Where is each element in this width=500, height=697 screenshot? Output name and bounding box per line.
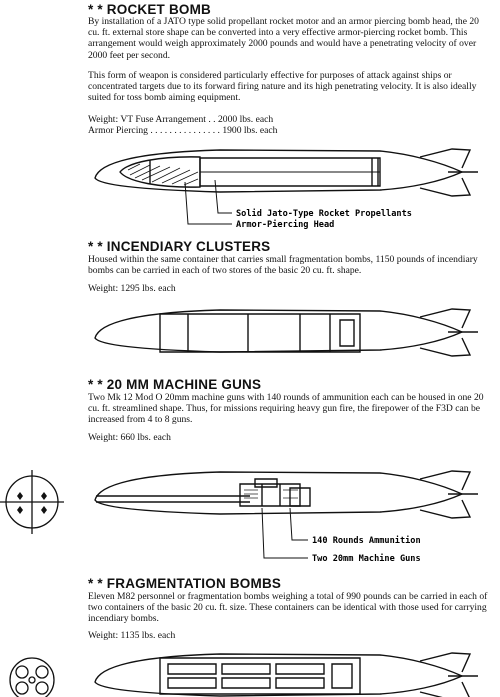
machine-guns-paragraph: Two Mk 12 Mod O 20mm machine guns with 140 rounds of ammunition each can be housed in one 20 cu. ft. streamlined shape. Thus, for missions requiring heavy gun fire, the firepower of the F3D can be increased from 4 to 8 guns. (88, 392, 484, 426)
machine-guns-drawing (0, 470, 500, 570)
rocket-bomb-paragraph-2: This form of weapon is considered particularly effective for purposes of attack against ships or concentrated targets due to its forward firing nature and its high penetrating velocity. It is also ideally suited for toss bomb aiming equipment. (88, 70, 477, 104)
weight-label: Armor Piercing . . . . . . . . . . . . . . . (88, 125, 220, 136)
fragmentation-bombs-drawing (0, 652, 500, 697)
incendiary-clusters-paragraph: Housed within the same container that carries small fragmentation bombs, 1150 pounds of incendiary bombs can be carried in each of two stores of the basic 20 cu. ft. shape. (88, 254, 478, 277)
machine-guns-weight: Weight: 660 lbs. each (88, 432, 171, 443)
weight-label: Weight: VT Fuse Arrangement . . (88, 114, 216, 125)
fragmentation-bombs-title: * * FRAGMENTATION BOMBS (88, 576, 282, 591)
incendiary-clusters-drawing (0, 308, 500, 370)
incendiary-clusters-title: * * INCENDIARY CLUSTERS (88, 239, 271, 254)
rocket-bomb-drawing (0, 148, 500, 236)
fragmentation-bombs-weight: Weight: 1135 lbs. each (88, 630, 176, 641)
machine-guns-title: * * 20 MM MACHINE GUNS (88, 377, 262, 392)
fragmentation-bombs-paragraph: Eleven M82 personnel or fragmentation bombs weighing a total of 990 pounds can be carried in each of two containers of the basic 20 cu. ft. size. These containers can be identical with those used for carrying incendiary bombs. (88, 591, 488, 625)
incendiary-clusters-weight: Weight: 1295 lbs. each (88, 283, 176, 294)
callout-rocket-propellants: Solid Jato-Type Rocket Propellants (236, 209, 412, 219)
rocket-bomb-weight-vt-fuse (88, 114, 273, 125)
weight-value: 1900 lbs. each (222, 125, 278, 136)
callout-armor-piercing-head: Armor-Piercing Head (236, 220, 335, 230)
rocket-bomb-weight-armor-piercing (88, 125, 277, 136)
callout-ammunition: 140 Rounds Ammunition (312, 536, 421, 546)
callout-machine-guns: Two 20mm Machine Guns (312, 554, 421, 564)
rocket-bomb-paragraph-1: By installation of a JATO type solid propellant rocket motor and an armor piercing bomb head, the 20 cu. ft. external store shape can be converted into a very effective armor-piercing rocket bomb. This arrangement would weigh approximately 2000 pounds and would have a penetrating velocity of over 2000 feet per second. (88, 16, 479, 61)
weight-value: 2000 lbs. each (217, 114, 274, 125)
rocket-bomb-title: * * ROCKET BOMB (88, 2, 212, 17)
